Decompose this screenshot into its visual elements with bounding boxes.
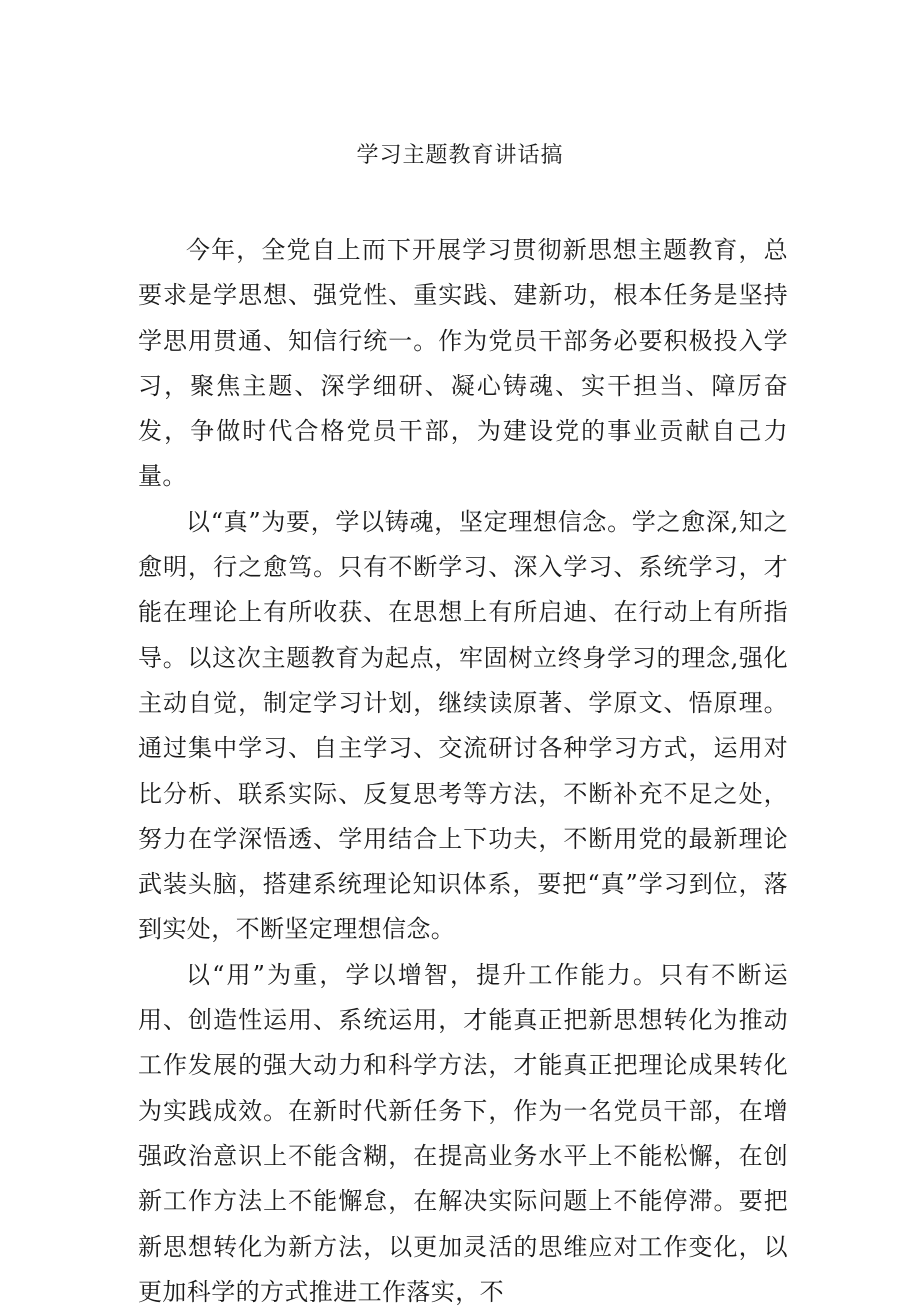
paragraph-zhen: 以“真”为要，学以铸魂，坚定理想信念。学之愈深,知之愈明，行之愈笃。只有不断学习、深入学习、系统学习，才能在理论上有所收获、在思想上有所启迪、在行动上有所指导。以这次主题教育为起点，牢固树立终身学习的理念,强化主动自觉，制定学习计划，继续读原著、学原文、悟原理。通过集中学习、自主学习、交流研讨各种学习方式，运用对比分析、联系实际、反复思考等方法，不断补充不足之处，努力在学深悟透、学用结合上下功夫，不断用党的最新理论武装头脑，搭建系统理论知识体系，要把“真”学习到位，落到实处，不断坚定理想信念。 <box>138 507 788 944</box>
document-body <box>138 228 788 1315</box>
document-title: 学习主题教育讲话搞 <box>356 143 564 168</box>
paragraph-yong: 以“用”为重，学以增智，提升工作能力。只有不断运用、创造性运用、系统运用，才能真正把新思想转化为推动工作发展的强大动力和科学方法，才能真正把理论成果转化为实践成效。在新时代新任务下，作为一名党员干部，在增强政治意识上不能含糊，在提高业务水平上不能松懈，在创新工作方法上不能懈怠，在解决实际问题上不能停滞。要把新思想转化为新方法，以更加灵活的思维应对工作变化，以更加科学的方式推进工作落实，不 <box>138 960 788 1306</box>
paragraph-intro: 今年，全党自上而下开展学习贯彻新思想主题教育，总要求是学思想、强党性、重实践、建新功，根本任务是坚持学思用贯通、知信行统一。作为党员干部务必要积极投入学习，聚焦主题、深学细研、凝心铸魂、实干担当、障厉奋发，争做时代合格党员干部，为建设党的事业贡献自己力量。 <box>138 236 788 491</box>
